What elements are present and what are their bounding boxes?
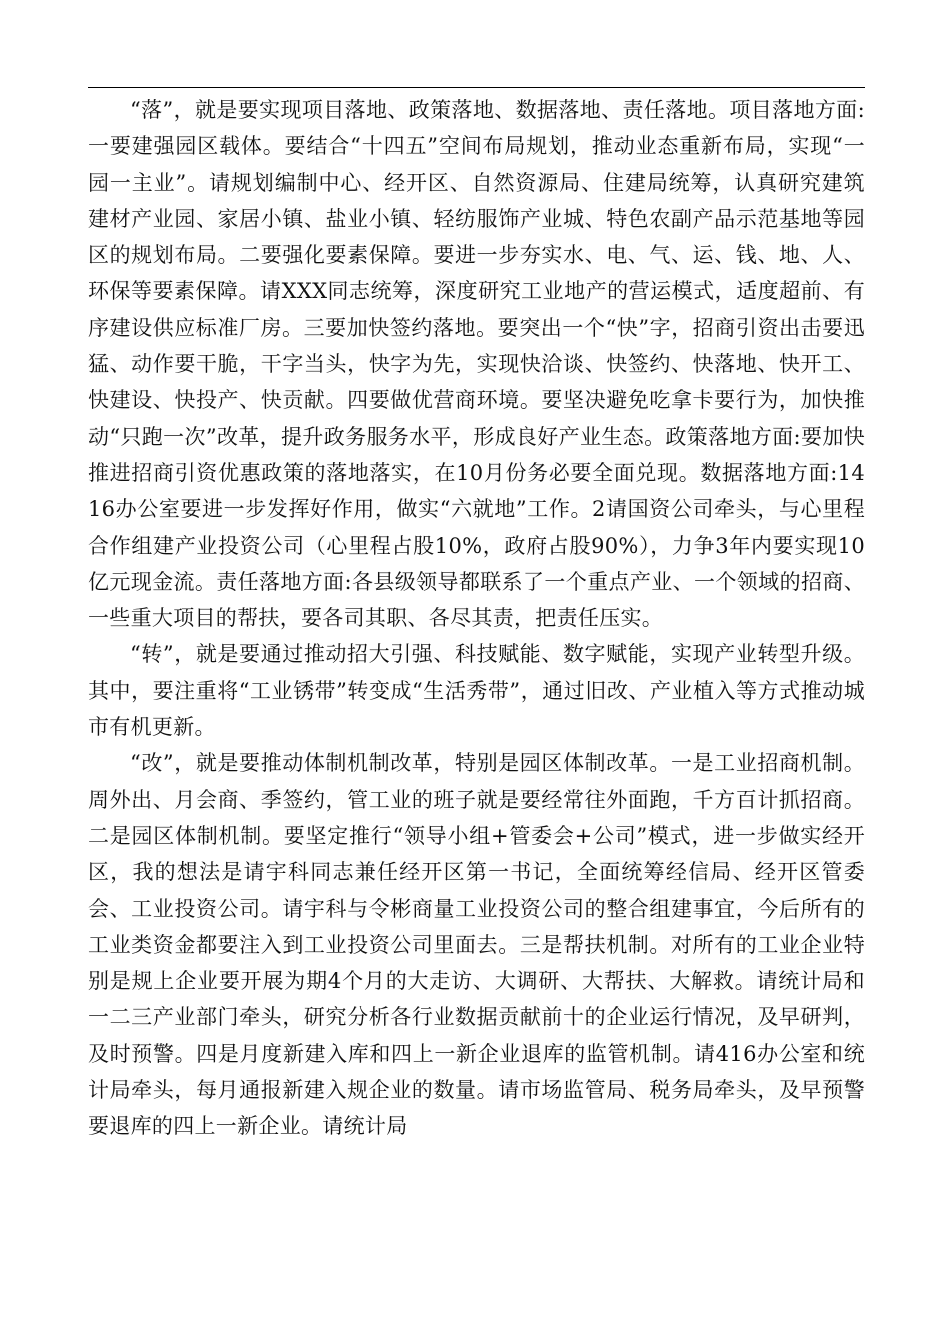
paragraph-zhuan: “转”，就是要通过推动招大引强、科技赋能、数字赋能，实现产业转型升级。其中，要注重将“工业锈带”转变成“生活秀带”，通过旧改、产业植入等方式推动城市有机更新。 — [88, 642, 865, 740]
paragraph-gai: “改”，就是要推动体制机制改革，特别是园区体制改革。一是工业招商机制。周外出、月会商、季签约，管工业的班子就是要经常往外面跑，千方百计抓招商。二是园区体制机制。要坚定推行“领导小组+管委会+公司”模式，进一步做实经开区，我的想法是请宇科同志兼任经开区第一书记，全面统筹经信局、经开区管委会、工业投资公司。请宇科与令彬商量工业投资公司的整合组建事宜，今后所有的工业类资金都要注入到工业投资公司里面去。三是帮扶机制。对所有的工业企业特别是规上企业要开展为期4个月的大走访、大调研、大帮扶、大解救。请统计局和一二三产业部门牵头，研究分析各行业数据贡献前十的企业运行情况，及早研判，及时预警。四是月度新建入库和四上一新企业退库的监管机制。请416办公室和统计局牵头，每月通报新建入规企业的数量。请市场监管局、税务局牵头，及早预警要退库的四上一新企业。请统计局 — [88, 751, 865, 1139]
document-body — [88, 92, 865, 1145]
header-rule — [88, 87, 865, 88]
paragraph-luo: “落”，就是要实现项目落地、政策落地、数据落地、责任落地。项目落地方面:一要建强园区载体。要结合“十四五”空间布局规划，推动业态重新布局，实现“一园一主业”。请规划编制中心、经开区、自然资源局、住建局统筹，认真研究建筑建材产业园、家居小镇、盐业小镇、轻纺服饰产业城、特色农副产品示范基地等园区的规划布局。二要强化要素保障。要进一步夯实水、电、气、运、钱、地、人、环保等要素保障。请XXX同志统筹，深度研究工业地产的营运模式，适度超前、有序建设供应标准厂房。三要加快签约落地。要突出一个“快”字，招商引资出击要迅猛、动作要干脆，干字当头，快字为先，实现快洽谈、快签约、快落地、快开工、快建设、快投产、快贡献。四要做优营商环境。要坚决避免吃拿卡要行为，加快推动“只跑一次”改革，提升政务服务水平，形成良好产业生态。政策落地方面:要加快推进招商引资优惠政策的落地落实，在10月份务必要全面兑现。数据落地方面:1416办公室要进一步发挥好作用，做实“六就地”工作。2请国资公司牵头，与心里程合作组建产业投资公司（心里程占股10%，政府占股90%），力争3年内要实现10亿元现金流。责任落地方面:各县级领导都联系了一个重点产业、一个领域的招商、一些重大项目的帮扶，要各司其职、各尽其责，把责任压实。 — [88, 98, 865, 631]
